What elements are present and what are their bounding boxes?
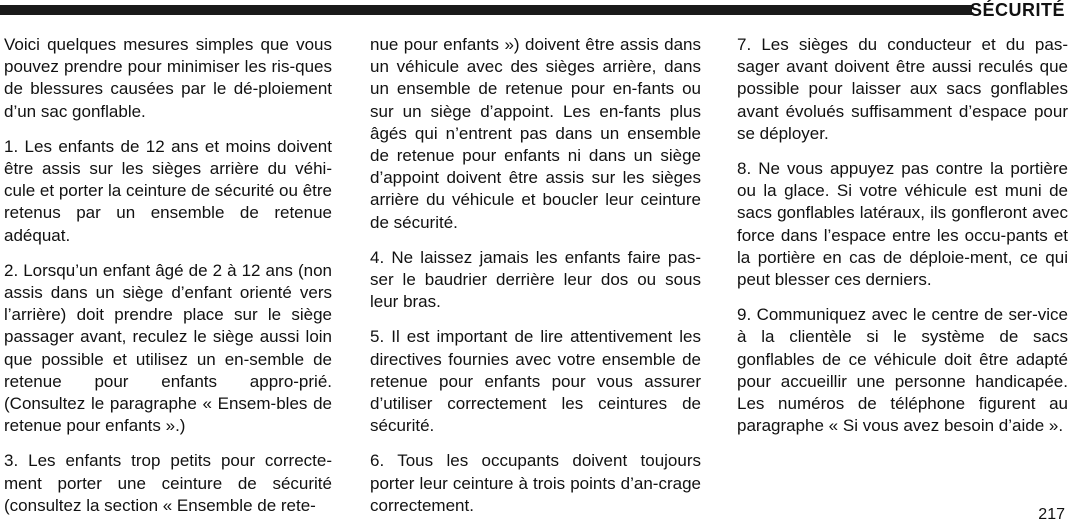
paragraph-item-6: 6. Tous les occupants doivent toujours porter leur ceinture à trois points d’an-crage correctement. bbox=[370, 451, 701, 515]
paragraph-item-9: 9. Communiquez avec le centre de ser-vice à la clientèle si le système de sacs gonflables de ce véhicule doit être adapté pour accueillir une personne handicapée. Les numéros de téléphone figurent au paragraphe « Si vous avez besoin d’aide ». bbox=[737, 305, 1068, 436]
section-title: SÉCURITÉ bbox=[969, 0, 1065, 20]
paragraph-item-8: 8. Ne vous appuyez pas contre la portière ou la glace. Si votre véhicule est muni de sacs gonflables latéraux, ils gonfleront avec force dans l’espace entre les occu-pants et la portière en cas de déploie-ment, ce qui peut blesser ces derniers. bbox=[737, 159, 1068, 290]
paragraph-intro: Voici quelques mesures simples que vous pouvez prendre pour minimiser les ris-ques de blessures causées par le dé-ploiement d’un sac gonflable. bbox=[4, 35, 332, 121]
text-column-1 bbox=[4, 34, 332, 530]
paragraph-item-3-start: 3. Les enfants trop petits pour correcte-ment porter une ceinture de sécurité (consultez la section « Ensemble de rete- bbox=[4, 451, 332, 515]
page-number: 217 bbox=[1038, 506, 1065, 523]
paragraph-item-2: 2. Lorsqu’un enfant âgé de 2 à 12 ans (non assis dans un siège d’enfant orienté vers l’arrière) doit prendre place sur le siège passager avant, reculez le siège aussi loin que possible et utilisez un en-semble de retenue pour enfants appro-prié. (Consultez le paragraphe « Ensem-bles de retenue pour enfants ».) bbox=[4, 260, 332, 436]
paragraph-item-1: 1. Les enfants de 12 ans et moins doivent être assis sur les sièges arrière du véhi-cule et porter la ceinture de sécurité ou être retenus par un ensemble de retenue adéquat. bbox=[4, 136, 332, 245]
paragraph-item-5: 5. Il est important de lire attentivement les directives fournies avec votre ensemble de retenue pour enfants pour vous assurer d’utiliser correctement les ceintures de sécurité. bbox=[370, 327, 701, 436]
text-column-2 bbox=[370, 34, 701, 530]
paragraph-item-7: 7. Les sièges du conducteur et du pas-sager avant doivent être aussi reculés que possible pour laisser aux sacs gonflables avant évolués suffisamment d’espace pour se déployer. bbox=[737, 35, 1068, 143]
paragraph-item-3-continued: nue pour enfants ») doivent être assis dans un véhicule avec des sièges arrière, dans un ensemble de retenue pour en-fants ou sur un siège d’appoint. Les en-fants plus âgés qui n’entrent pas dans un ensemble de retenue pour enfants ni dans un siège d’appoint doivent être assis sur les sièges arrière du véhicule et boucler leur ceinture de sécurité. bbox=[370, 35, 701, 232]
paragraph-item-4: 4. Ne laissez jamais les enfants faire pas-ser le baudrier derrière leur dos ou sous leur bras. bbox=[370, 247, 701, 312]
text-column-3 bbox=[737, 34, 1068, 450]
header-rule bbox=[0, 5, 972, 15]
